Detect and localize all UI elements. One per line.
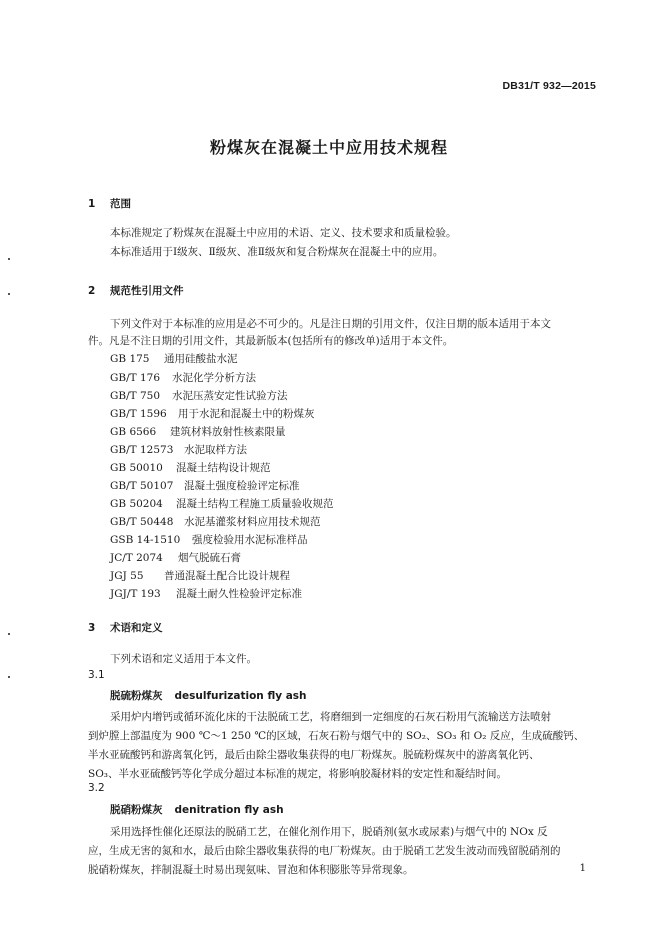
reference-item — [110, 424, 286, 439]
reference-code: GB/T 750 — [110, 390, 161, 402]
section-heading-3 — [88, 620, 163, 635]
reference-code: GB 50010 — [110, 462, 163, 474]
reference-name: 混凝土结构工程施工质量验收规范 — [176, 498, 334, 510]
reference-code: GB/T 50107 — [110, 480, 174, 492]
reference-code: GB 6566 — [110, 426, 157, 438]
document-code: DB31/T 932—2015 — [502, 80, 596, 92]
definition-line: 脱硝粉煤灰，拌制混凝土时易出现氨味、冒泡和体积膨胀等异常现象。 — [88, 864, 414, 876]
section-number: 2 — [88, 285, 96, 297]
paragraph: 本标准适用于Ⅰ级灰、Ⅱ级灰、准Ⅱ级灰和复合粉煤灰在混凝土中的应用。 — [110, 246, 444, 258]
scan-mark — [8, 676, 10, 678]
reference-code: JGJ/T 193 — [110, 588, 161, 600]
section-heading-2 — [88, 283, 184, 298]
term-heading — [110, 802, 284, 817]
reference-item — [110, 532, 308, 547]
scan-mark — [8, 633, 10, 635]
reference-item — [110, 514, 321, 529]
reference-item — [110, 586, 302, 601]
term-heading — [110, 688, 307, 703]
reference-name: 强度检验用水泥标准样品 — [192, 534, 308, 546]
reference-code: GB/T 50448 — [110, 516, 174, 528]
paragraph: 本标准规定了粉煤灰在混凝土中应用的术语、定义、技术要求和质量检验。 — [110, 227, 457, 239]
reference-item — [110, 370, 256, 385]
reference-item — [110, 406, 315, 421]
term-en: desulfurization fly ash — [174, 690, 307, 702]
page-number: 1 — [579, 863, 586, 874]
definition-line: 到炉膛上部温度为 900 ℃～1 250 ℃的区域，石灰石粉与烟气中的 SO₂、SO₃ 和 O₂ 反应，生成硫酸钙、 — [88, 730, 585, 742]
definition-line: SO₃、半水亚硫酸钙等化学成分超过本标准的规定，将影响胶凝材料的安定性和凝结时间。 — [88, 768, 508, 780]
reference-name: 水泥基灌浆材料应用技术规范 — [184, 516, 321, 528]
section-number: 1 — [88, 198, 96, 210]
reference-item — [110, 550, 241, 565]
term-number: 3.1 — [88, 669, 105, 681]
paragraph: 下列文件对于本标准的应用是必不可少的。凡是注日期的引用文件，仅注日期的版本适用于本文 — [110, 318, 551, 330]
reference-item — [110, 568, 290, 583]
section-number: 3 — [88, 622, 96, 634]
scan-mark — [8, 293, 10, 295]
reference-name: 烟气脱硫石膏 — [178, 552, 241, 564]
reference-code: GSB 14-1510 — [110, 534, 181, 546]
paragraph: 下列术语和定义适用于本文件。 — [110, 653, 257, 665]
definition-line: 采用炉内增钙或循环流化床的干法脱硫工艺，将磨细到一定细度的石灰石粉用气流输送方法喷射 — [110, 711, 551, 723]
reference-item — [110, 351, 238, 366]
reference-item — [110, 442, 247, 457]
paragraph: 件。凡是不注日期的引用文件，其最新版本(包括所有的修改单)适用于本文件。 — [88, 335, 454, 347]
reference-code: GB/T 176 — [110, 372, 161, 384]
definition-line: 应，生成无害的氮和水，最后由除尘器收集获得的电厂粉煤灰。由于脱硝工艺发生波动而残留脱硝剂的 — [88, 845, 561, 857]
page-title: 粉煤灰在混凝土中应用技术规程 — [209, 138, 448, 157]
reference-name: 混凝土耐久性检验评定标准 — [176, 588, 302, 600]
reference-code: GB/T 1596 — [110, 408, 167, 420]
reference-name: 混凝土强度检验评定标准 — [184, 480, 300, 492]
section-title: 范围 — [110, 198, 131, 210]
reference-name: 通用硅酸盐水泥 — [164, 353, 238, 365]
section-title: 术语和定义 — [110, 622, 163, 634]
definition-line: 采用选择性催化还原法的脱硝工艺，在催化剂作用下，脱硝剂(氨水或尿素)与烟气中的 NOx 反 — [110, 826, 548, 838]
reference-code: GB 50204 — [110, 498, 163, 510]
reference-name: 用于水泥和混凝土中的粉煤灰 — [178, 408, 315, 420]
term-number: 3.2 — [88, 782, 105, 794]
reference-name: 水泥压蒸安定性试验方法 — [172, 390, 288, 402]
reference-code: JC/T 2074 — [110, 552, 163, 564]
reference-item — [110, 478, 300, 493]
definition-line: 半水亚硫酸钙和游离氧化钙，最后由除尘器收集获得的电厂粉煤灰。脱硫粉煤灰中的游离氧化钙、 — [88, 749, 540, 761]
term-zh: 脱硝粉煤灰 — [110, 804, 163, 816]
section-heading-1 — [88, 196, 131, 211]
section-title: 规范性引用文件 — [110, 285, 184, 297]
term-en: denitration fly ash — [174, 804, 284, 816]
reference-name: 建筑材料放射性核素限量 — [170, 426, 286, 438]
term-zh: 脱硫粉煤灰 — [110, 690, 163, 702]
reference-code: JGJ 55 — [110, 570, 144, 582]
reference-item — [110, 388, 288, 403]
reference-name: 混凝土结构设计规范 — [176, 462, 271, 474]
reference-name: 普通混凝土配合比设计规程 — [164, 570, 290, 582]
reference-code: GB/T 12573 — [110, 444, 174, 456]
scan-mark — [8, 258, 10, 260]
reference-item — [110, 496, 334, 511]
reference-item — [110, 460, 271, 475]
reference-name: 水泥化学分析方法 — [172, 372, 256, 384]
reference-code: GB 175 — [110, 353, 150, 365]
reference-name: 水泥取样方法 — [184, 444, 247, 456]
